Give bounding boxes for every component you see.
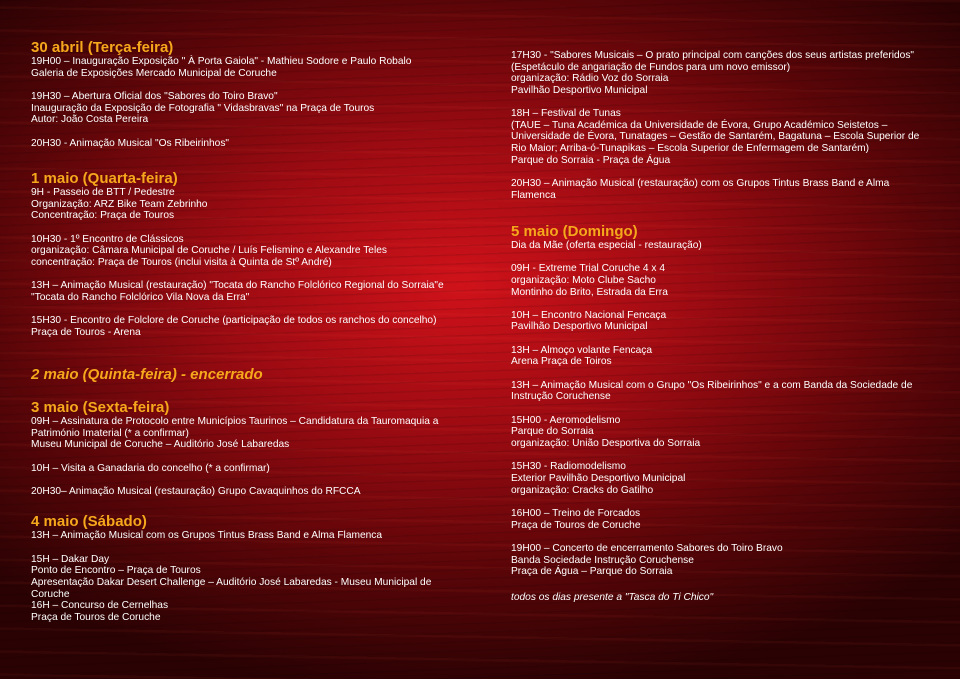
event-item: 18H – Festival de Tunas (TAUE – Tuna Académica da Universidade de Évora, Grupo Académico Seistetos – Universidade de Évora, Tunatages – Gestão de Santarém, Bagatuna – Escola Superior de Rio Maior; Arriba-ó-Tunapikas – Escola Superior de Enfermagem de Santarém) Parque do Sorraia - Praça de Água	[511, 108, 920, 166]
event-item: 15H30 - Encontro de Folclore de Coruche (participação de todos os ranchos do concelho) Praça de Touros - Arena	[31, 315, 437, 338]
day-heading-3-may: 3 maio (Sexta-feira)	[31, 399, 170, 417]
day-heading-30-april: 30 abril (Terça-feira)	[31, 39, 174, 56]
event-item: 10H30 - 1º Encontro de Clássicos organização: Câmara Municipal de Coruche / Luís Felismino e Alexandre Teles concentração: Praça de Touros (inclui visita à Quinta de Stº André)	[31, 233, 387, 268]
day-heading-5-may: 5 maio (Domingo)	[511, 222, 638, 240]
event-item: Dia da Mãe (oferta especial - restauração)	[511, 239, 702, 251]
closing-note: todos os dias presente a "Tasca do Ti Chico"	[511, 591, 714, 603]
event-item: 19H30 – Abertura Oficial dos "Sabores do Toiro Bravo" Inauguração da Exposição de Fotografia " Vidasbravas" na Praça de Touros Autor: João Costa Pereira	[31, 90, 375, 126]
event-item: 20H30– Animação Musical (restauração) Grupo Cavaquinhos do RFCCA	[31, 486, 361, 498]
event-item: 9H - Passeio de BTT / Pedestre Organização: ARZ Bike Team Zebrinho Concentração: Praça de Touros	[31, 186, 208, 222]
event-item: 15H – Dakar Day Ponto de Encontro – Praça de Touros Apresentação Dakar Desert Challenge – Auditório José Labaredas - Museu Municipal de Coruche 16H – Concurso de Cernelhas Praça de Touros de Coruche	[31, 553, 432, 623]
event-item: 13H – Animação Musical (restauração) "Tocata do Rancho Folclórico Regional do Sorraia"e "Tocata do Rancho Folclórico Vila Nova da Erra"	[31, 280, 444, 303]
left-column	[31, 0, 451, 635]
event-item: 20H30 - Animação Musical "Os Ribeirinhos"	[31, 137, 230, 149]
event-item: 09H – Assinatura de Protocolo entre Municípios Taurinos – Candidatura da Tauromaquia a Património Imaterial (* a confirmar) Museu Municipal de Coruche – Auditório José Labaredas	[31, 416, 439, 451]
day-heading-4-may: 4 maio (Sábado)	[31, 513, 147, 531]
event-item: 15H00 - Aeromodelismo Parque do Sorraia organização: União Desportiva do Sorraia	[511, 414, 701, 450]
event-item: 16H00 – Treino de Forcados Praça de Touros de Coruche	[511, 508, 641, 531]
day-heading-2-may: 2 maio (Quinta-feira) - encerrado	[31, 366, 263, 384]
event-item: 15H30 - Radiomodelismo Exterior Pavilhão Desportivo Municipal organização: Cracks do Gatilho	[511, 461, 686, 496]
event-item: 17H30 - "Sabores Musicais – O prato principal com canções dos seus artistas preferidos" (Espetáculo de angariação de Fundos para um novo emissor) organização: Rádio Voz do Sorraia Pavilhão Desportivo Municipal	[511, 50, 915, 96]
event-item: 10H – Visita a Ganadaria do concelho (* a confirmar)	[31, 462, 270, 474]
right-column	[511, 0, 931, 615]
event-item: 19H00 – Inauguração Exposição " À Porta Gaiola" - Mathieu Sodore e Paulo Robalo Galeria de Exposições Mercado Municipal de Coruche	[31, 56, 412, 79]
event-item: 19H00 – Concerto de encerramento Sabores do Toiro Bravo Banda Sociedade Instrução Coruchense Praça de Água – Parque do Sorraia	[511, 542, 783, 578]
event-item: 13H – Animação Musical com o Grupo "Os Ribeirinhos" e a com Banda da Sociedade de Instrução Coruchense	[511, 379, 913, 403]
event-item: 13H – Almoço volante Fencaça Arena Praça de Toiros	[511, 344, 653, 368]
event-item: 20H30 – Animação Musical (restauração) com os Grupos Tintus Brass Band e Alma Flamenca	[511, 177, 890, 201]
day-heading-1-may: 1 maio (Quarta-feira)	[31, 169, 178, 187]
event-item: 13H – Animação Musical com os Grupos Tintus Brass Band e Alma Flamenca	[31, 530, 383, 542]
event-item: 10H – Encontro Nacional Fencaça Pavilhão Desportivo Municipal	[511, 309, 667, 333]
event-item: 09H - Extreme Trial Coruche 4 x 4 organização: Moto Clube Sacho Montinho do Brito, Estrada da Erra	[511, 263, 668, 298]
